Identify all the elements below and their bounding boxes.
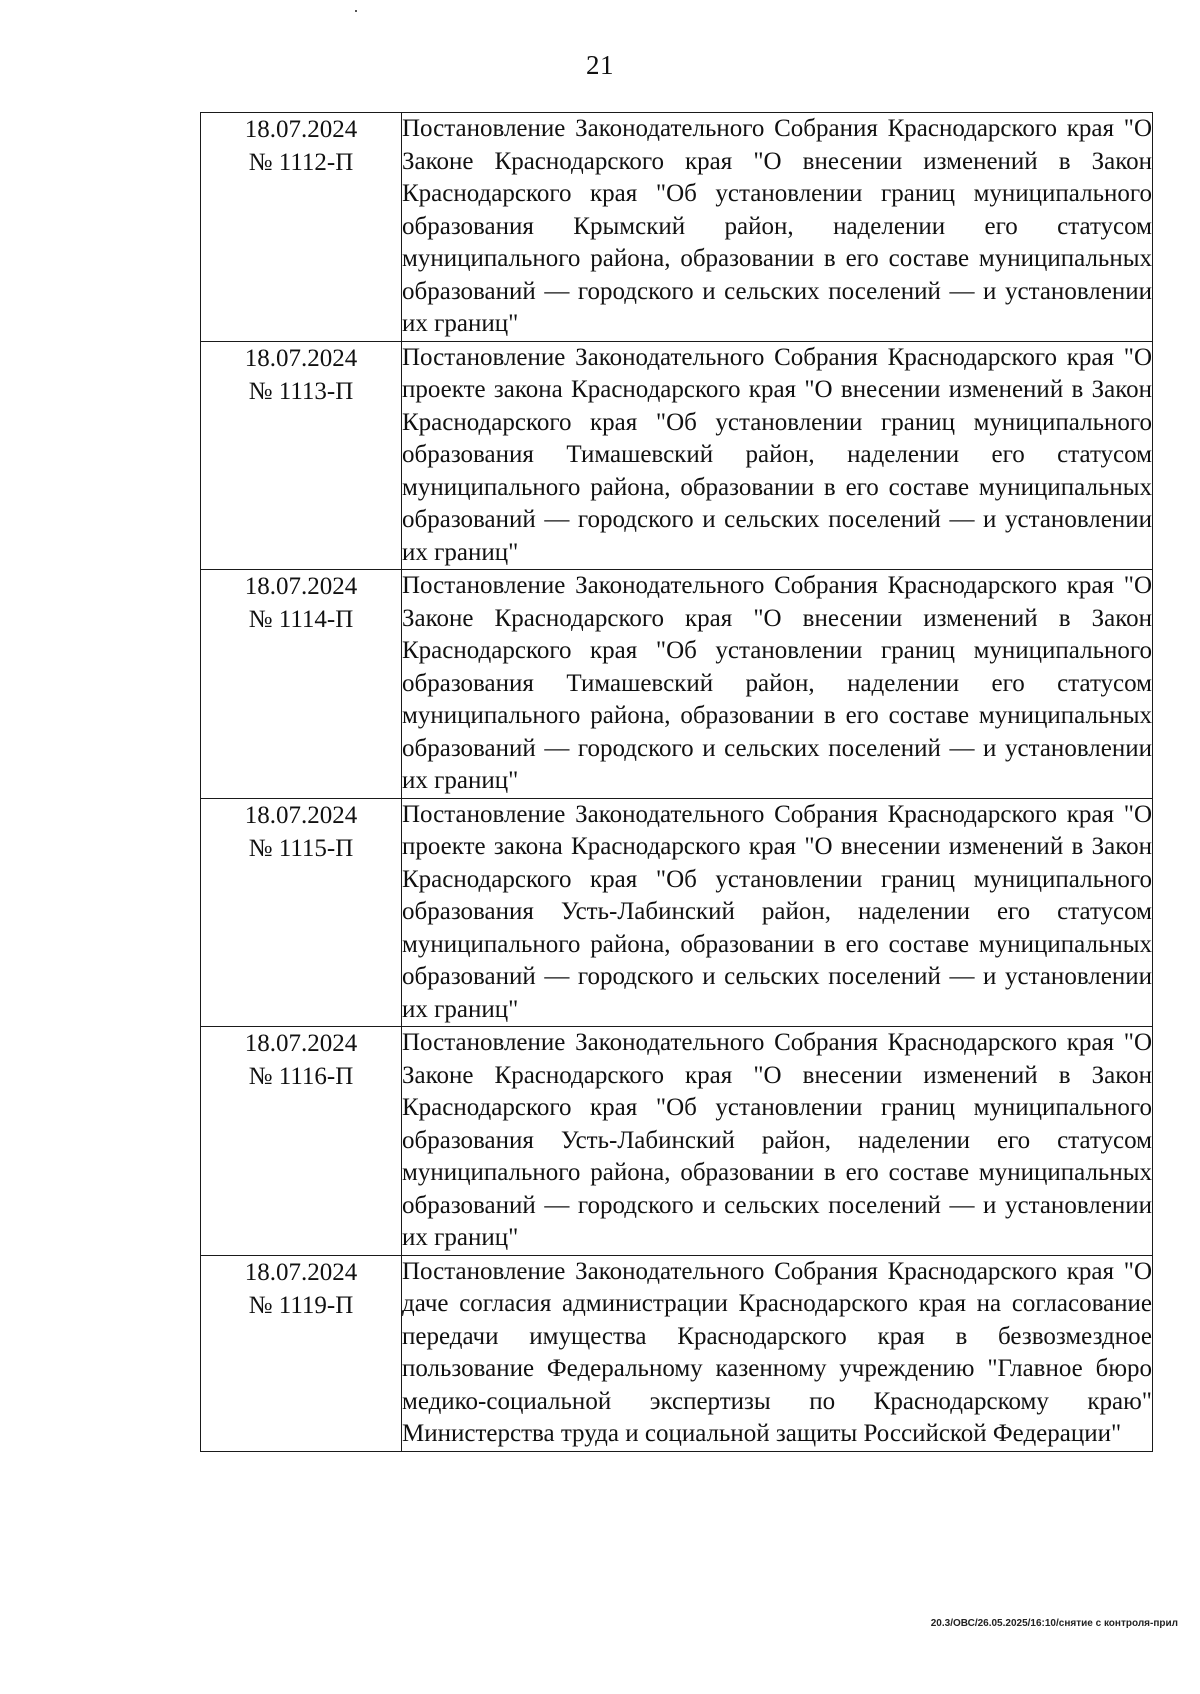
resolution-text: Постановление Законодательного Собрания Краснодарского края "О проекте закона Краснодарского края "О внесении изменений в Закон Краснодарского края "Об установлении границ муниципального образования Тимашевский район, наделении его статусом муниципального района, образовании в его составе муниципальных образований — городского и сельских поселений — и установлении их границ"	[402, 341, 1153, 570]
date-cell	[201, 341, 402, 570]
resolution-text: Постановление Законодательного Собрания Краснодарского края "О Законе Краснодарского края "О внесении изменений в Закон Краснодарского края "Об установлении границ муниципального образования Тимашевский район, наделении его статусом муниципального района, образовании в его составе муниципальных образований — городского и сельских поселений — и установлении их границ"	[402, 570, 1153, 799]
resolution-number: № 1116-П	[248, 1063, 354, 1090]
resolution-number: № 1119-П	[248, 1291, 354, 1319]
resolution-number: № 1115-П	[248, 834, 354, 862]
scan-artifact	[355, 10, 357, 12]
table-row	[201, 1027, 1153, 1256]
resolution-date: 18.07.2024	[244, 116, 358, 143]
resolution-number: № 1112-П	[248, 149, 354, 176]
resolution-date: 18.07.2024	[244, 801, 358, 829]
table-row	[201, 341, 1153, 570]
resolution-date: 18.07.2024	[244, 1030, 358, 1057]
date-cell	[201, 570, 402, 799]
resolution-number: № 1114-П	[248, 606, 354, 633]
page-number: 21	[586, 50, 614, 80]
table-row	[201, 570, 1153, 799]
resolution-date: 18.07.2024	[244, 573, 358, 600]
date-cell	[201, 113, 402, 342]
resolution-date: 18.07.2024	[244, 1258, 358, 1286]
date-cell	[201, 798, 402, 1027]
resolution-text: Постановление Законодательного Собрания Краснодарского края "О Законе Краснодарского края "О внесении изменений в Закон Краснодарского края "Об установлении границ муниципального образования Усть-Лабинский район, наделении его статусом муниципального района, образовании в его составе муниципальных образований — городского и сельских поселений — и установлении их границ"	[402, 1027, 1153, 1256]
resolution-text: Постановление Законодательного Собрания Краснодарского края "О Законе Краснодарского края "О внесении изменений в Закон Краснодарского края "Об установлении границ муниципального образования Крымский район, наделении его статусом муниципального района, образовании в его составе муниципальных образований — городского и сельских поселений — и установлении их границ"	[402, 113, 1153, 342]
document-control-code: 20.3/ОВС/26.05.2025/16:10/снятие с контроля-прил	[930, 1618, 1178, 1629]
resolution-text: Постановление Законодательного Собрания Краснодарского края "О даче согласия администрации Краснодарского края на согласование передачи имущества Краснодарского края в безвозмездное пользование Федеральному казенному учреждению "Главное бюро медико-социальной экспертизы по Краснодарскому краю" Министерства труда и социальной защиты Российской Федерации"	[402, 1255, 1153, 1451]
resolution-date: 18.07.2024	[244, 344, 358, 372]
table-row	[201, 798, 1153, 1027]
table-row	[201, 1255, 1153, 1451]
resolution-text: Постановление Законодательного Собрания Краснодарского края "О проекте закона Краснодарского края "О внесении изменений в Закон Краснодарского края "Об установлении границ муниципального образования Усть-Лабинский район, наделении его статусом муниципального района, образовании в его составе муниципальных образований — городского и сельских поселений — и установлении их границ"	[402, 798, 1153, 1027]
date-cell	[201, 1255, 402, 1451]
resolution-number: № 1113-П	[248, 377, 354, 405]
table-row	[201, 113, 1153, 342]
date-cell	[201, 1027, 402, 1256]
resolutions-table	[200, 112, 1153, 1452]
